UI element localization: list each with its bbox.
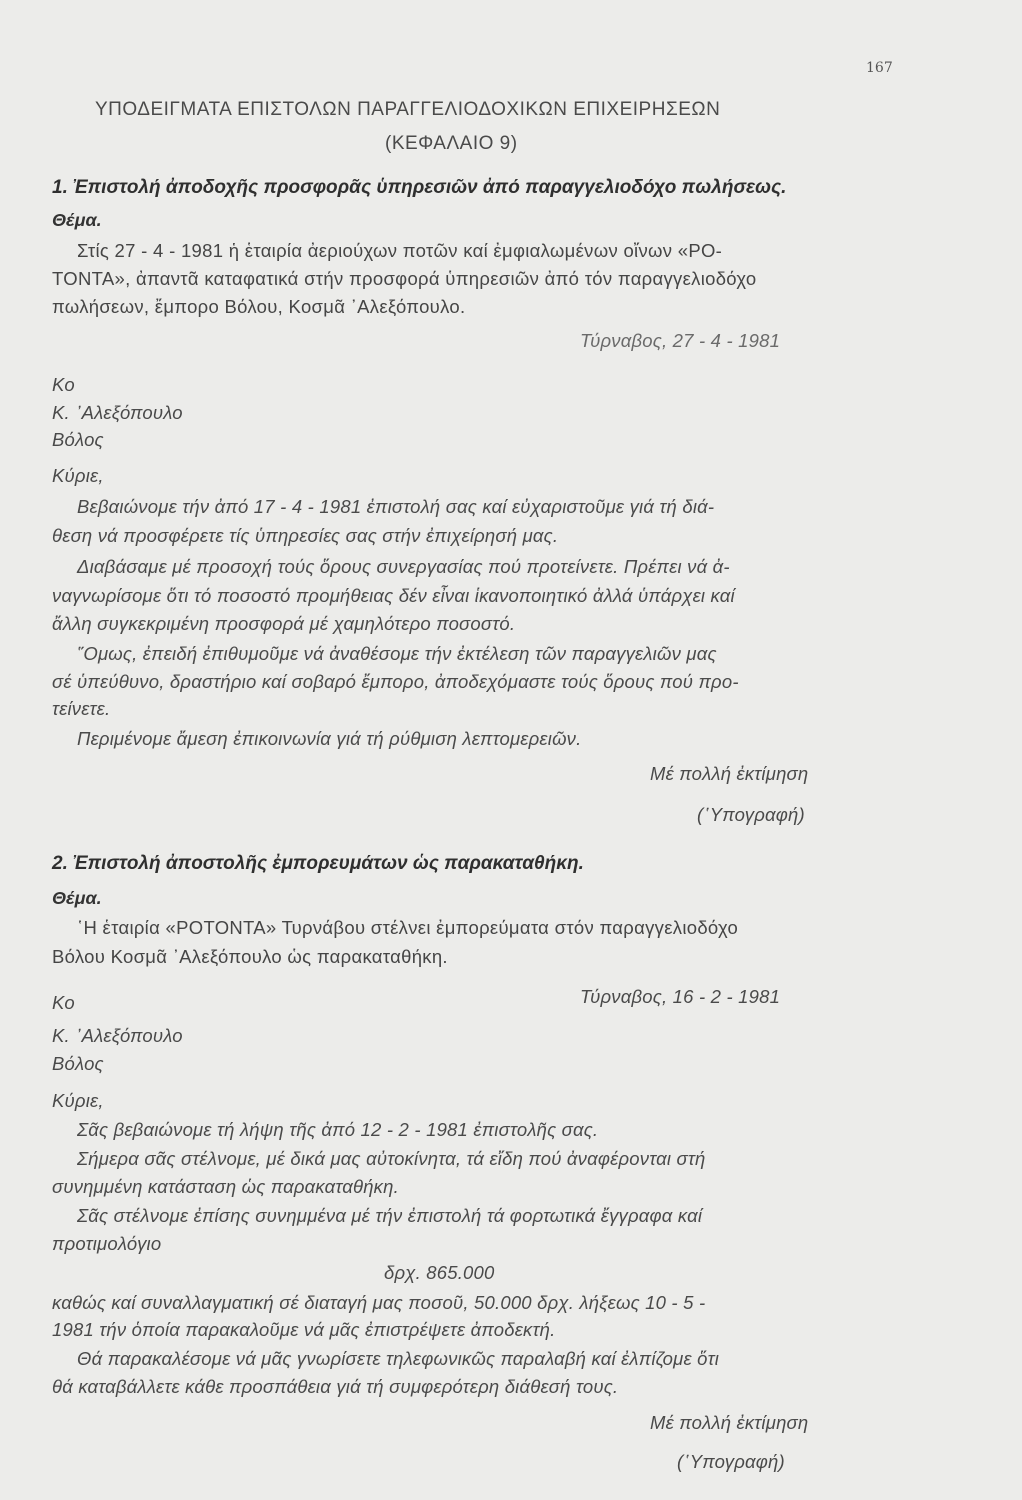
letter2-subject-line: ῾Η ἑταιρία «ΡΟΤΟΝΤΑ» Τυρνάβου στέλνει ἐμπορεύματα στόν παραγγελιοδόχο bbox=[77, 917, 739, 938]
letter1-body-line: Διαβάσαμε μέ προσοχή τούς ὅρους συνεργασίας πού προτείνετε. Πρέπει νά ἀ- bbox=[77, 556, 730, 577]
letter2-subject-label: Θέμα. bbox=[52, 888, 102, 908]
page-number: 167 bbox=[866, 60, 893, 76]
letter1-body-line: Βεβαιώνομε τήν ἀπό 17 - 4 - 1981 ἐπιστολή σας καί εὐχαριστοῦμε γιά τή διά- bbox=[77, 496, 715, 517]
letter2-recipient-line: Κο bbox=[52, 992, 75, 1013]
letter2-body-line: Σᾶς στέλνομε ἐπίσης συνημμένα μέ τήν ἐπιστολή τά φορτωτικά ἔγγραφα καί bbox=[77, 1205, 703, 1226]
letter1-body-line: τείνετε. bbox=[52, 698, 111, 719]
letter1-salutation: Κύριε, bbox=[52, 465, 104, 486]
letter1-body-line: ναγνωρίσομε ὅτι τό ποσοστό προμήθειας δέν εἶναι ἱκανοποιητικό ἀλλά ὑπάρχει καί bbox=[52, 585, 735, 606]
chapter-subheading: (ΚΕΦΑΛΑΙΟ 9) bbox=[385, 133, 518, 154]
letter2-signature: (῾Υπογραφή) bbox=[677, 1451, 785, 1472]
letter1-body-line: ἄλλη συγκεκριμένη προσφορά μέ χαμηλότερο ποσοστό. bbox=[52, 613, 516, 634]
letter2-body-line: 1981 τήν ὁποία παρακαλοῦμε νά μᾶς ἐπιστρέψετε ἀποδεκτή. bbox=[52, 1319, 556, 1340]
letter1-recipient-line: Κ. ᾽Αλεξόπουλο bbox=[52, 402, 183, 423]
letter1-recipient-line: Κο bbox=[52, 374, 75, 395]
letter2-subject-line: Βόλου Κοσμᾶ ᾽Αλεξόπουλο ὡς παρακαταθήκη. bbox=[52, 946, 448, 967]
chapter-heading: ΥΠΟΔΕΙΓΜΑΤΑ ΕΠΙΣΤΟΛΩΝ ΠΑΡΑΓΓΕΛΙΟΔΟΧΙΚΩΝ ΕΠΙΧΕΙΡΗΣΕΩΝ bbox=[95, 99, 721, 120]
letter2-body-line: προτιμολόγιο bbox=[52, 1233, 162, 1254]
letter2-body-line: Σήμερα σᾶς στέλνομε, μέ δικά μας αὐτοκίνητα, τά εἴδη πού ἀναφέρονται στή bbox=[77, 1148, 706, 1169]
letter2-title: 2. Ἐπιστολή ἀποστολῆς ἐμπορευμάτων ὡς παρακαταθήκη. bbox=[52, 853, 584, 874]
letter2-recipient-line: Κ. ᾽Αλεξόπουλο bbox=[52, 1025, 183, 1046]
letter2-body-line: θά καταβάλλετε κάθε προσπάθεια γιά τή συμφερότερη διάθεσή τους. bbox=[52, 1376, 619, 1397]
letter1-closing: Μέ πολλή ἐκτίμηση bbox=[650, 763, 809, 784]
letter1-body-line: θεση νά προσφέρετε τίς ὑπηρεσίες σας στήν ἐπιχείρησή μας. bbox=[52, 525, 559, 546]
letter1-body-line: ῞Ομως, ἐπειδή ἐπιθυμοῦμε νά ἀναθέσομε τήν ἐκτέλεση τῶν παραγγελιῶν μας bbox=[77, 643, 717, 664]
letter1-body-line: σέ ὑπεύθυνο, δραστήριο καί σοβαρό ἔμπορο, ἀποδεχόμαστε τούς ὅρους πού προ- bbox=[52, 671, 739, 692]
letter1-subject-label: Θέμα. bbox=[52, 210, 102, 230]
letter2-closing: Μέ πολλή ἐκτίμηση bbox=[650, 1412, 809, 1433]
letter1-signature: (῾Υπογραφή) bbox=[697, 804, 805, 825]
letter2-salutation: Κύριε, bbox=[52, 1090, 104, 1111]
letter2-amount: δρχ. 865.000 bbox=[384, 1262, 495, 1283]
letter2-body-line: Θά παρακαλέσομε νά μᾶς γνωρίσετε τηλεφωνικῶς παραλαβή καί ἐλπίζομε ὅτι bbox=[77, 1348, 720, 1369]
letter1-place-date: Τύρναβος, 27 - 4 - 1981 bbox=[580, 330, 781, 351]
letter1-body-line: Περιμένομε ἄμεση ἐπικοινωνία γιά τή ρύθμιση λεπτομερειῶν. bbox=[77, 728, 582, 749]
letter1-subject-line: ΤΟΝΤΑ», ἀπαντᾶ καταφατικά στήν προσφορά ὑπηρεσιῶν ἀπό τόν παραγγελιοδόχο bbox=[52, 268, 757, 289]
letter1-subject-line: πωλήσεων, ἔμπορο Βόλου, Κοσμᾶ ᾽Αλεξόπουλο. bbox=[52, 296, 466, 317]
letter1-subject-line: Στίς 27 - 4 - 1981 ἡ ἑταιρία ἀεριούχων ποτῶν καί ἐμφιαλωμένων οἴνων «ΡΟ- bbox=[77, 240, 723, 261]
letter2-place-date: Τύρναβος, 16 - 2 - 1981 bbox=[580, 986, 781, 1007]
letter1-recipient-line: Βόλος bbox=[52, 429, 104, 450]
letter2-body-line: καθώς καί συναλλαγματική σέ διαταγή μας ποσοῦ, 50.000 δρχ. λήξεως 10 - 5 - bbox=[52, 1292, 706, 1313]
letter2-body-line: συνημμένη κατάσταση ὡς παρακαταθήκη. bbox=[52, 1176, 399, 1197]
letter2-body-line: Σᾶς βεβαιώνομε τή λήψη τῆς ἀπό 12 - 2 - 1981 ἐπιστολῆς σας. bbox=[77, 1119, 599, 1140]
letter1-title: 1. Ἐπιστολή ἀποδοχῆς προσφορᾶς ὑπηρεσιῶν ἀπό παραγγελιοδόχο πωλήσεως. bbox=[52, 177, 787, 198]
letter2-recipient-line: Βόλος bbox=[52, 1053, 104, 1074]
